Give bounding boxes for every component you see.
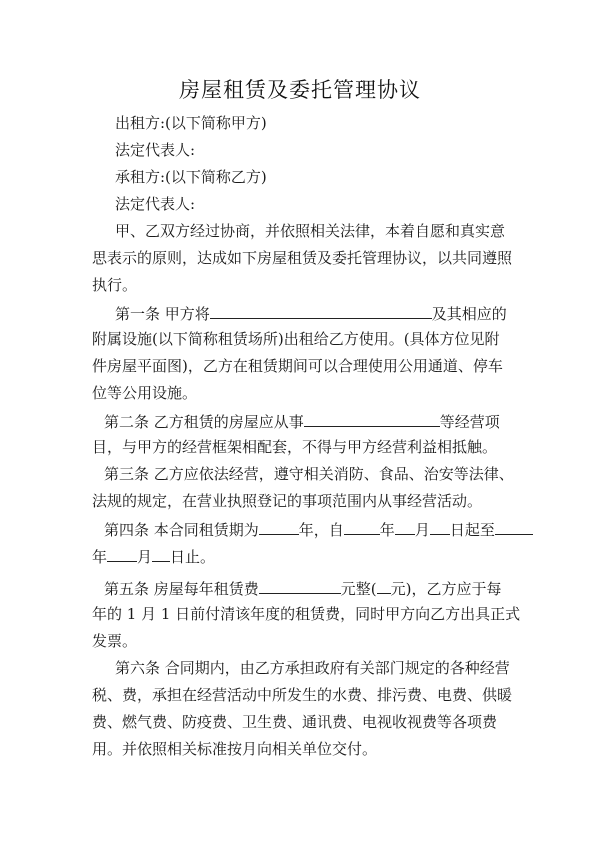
article-2-line-2: 目，与甲方的经营框架相配套，不得与甲方经营利益相抵触。 xyxy=(92,438,498,456)
article-6-line-1: 第六条 合同期内，由乙方承担政府有关部门规定的各种经营 xyxy=(115,659,510,677)
article-5-line-3: 发票。 xyxy=(92,632,138,650)
document-title: 房屋租赁及委托管理协议 xyxy=(179,78,421,102)
article-3-line-1: 第三条 乙方应依法经营，遵守相关消防、食品、治安等法律、 xyxy=(104,465,514,483)
preamble-line-1: 甲、乙双方经过协商，并依照相关法律，本着自愿和真实意 xyxy=(115,222,506,240)
article-4-text-e: 日起至 xyxy=(449,521,495,539)
business-scope-blank xyxy=(304,410,440,427)
article-1-line-4: 位等公用设施。 xyxy=(92,384,198,402)
end-month-blank xyxy=(107,545,137,562)
article-1-line-3: 件房屋平面图)，乙方在租赁期间可以合理使用公用通道、停车 xyxy=(92,357,503,375)
article-5-line-1 xyxy=(104,577,502,599)
preamble-line-3: 执行。 xyxy=(92,276,138,294)
article-4-text-b: 年，自 xyxy=(298,521,344,539)
article-6-line-3: 费、燃气费、防疫费、卫生费、通讯费、电视收视费等各项费 xyxy=(92,713,498,731)
article-1-text-a: 第一条 甲方将 xyxy=(115,305,210,323)
article-4-text-g: 月 xyxy=(137,548,153,566)
article-4-text-h: 日止。 xyxy=(170,548,216,566)
annual-rent-blank xyxy=(259,577,341,594)
article-1-text-b: 及其相应的 xyxy=(431,305,507,323)
end-year-blank xyxy=(495,518,533,535)
start-day-blank xyxy=(430,518,450,535)
article-6-line-2: 税、费，承担在经营活动中所发生的水费、排污费、电费、供暖 xyxy=(92,686,513,704)
article-5-line-2: 年的 1 月 1 日前付清该年度的租赁费，同时甲方向乙方出具正式 xyxy=(92,605,521,623)
article-4-text-a: 第四条 本合同租赁期为 xyxy=(104,521,259,539)
article-2-text-b: 等经营项 xyxy=(439,413,500,431)
lessee-representative-line: 法定代表人: xyxy=(115,195,196,213)
article-2-text-a: 第二条 乙方租赁的房屋应从事 xyxy=(104,413,304,431)
article-5-text-a: 第五条 房屋每年租赁费 xyxy=(104,580,259,598)
end-day-blank xyxy=(152,545,170,562)
start-month-blank xyxy=(395,518,415,535)
article-4-text-c: 年 xyxy=(379,521,395,539)
start-year-blank xyxy=(344,518,380,535)
premises-blank xyxy=(210,302,432,319)
article-4-text-f: 年 xyxy=(92,548,108,566)
article-1-line-1 xyxy=(115,302,507,324)
article-5-text-b: 元整( xyxy=(340,580,377,598)
article-5-text-c: 元)，乙方应于每 xyxy=(390,580,502,598)
lessee-line: 承租方:(以下简称乙方) xyxy=(115,168,267,186)
article-1-line-2: 附属设施(以下简称租赁场所)出租给乙方使用。(具体方位见附 xyxy=(92,330,500,348)
article-4-line-2 xyxy=(92,545,215,567)
article-6-line-4: 用。并依照相关标准按月向相关单位交付。 xyxy=(92,740,378,758)
article-2-line-1 xyxy=(104,410,500,432)
article-4-text-d: 月 xyxy=(414,521,430,539)
lessor-representative-line: 法定代表人: xyxy=(115,141,196,159)
rent-figures-blank xyxy=(377,577,391,594)
preamble-line-2: 思表示的原则，达成如下房屋租赁及委托管理协议，以共同遵照 xyxy=(92,249,513,267)
article-4-line-1 xyxy=(104,518,533,540)
term-years-blank xyxy=(259,518,299,535)
article-3-line-2: 法规的规定，在营业执照登记的事项范围内从事经营活动。 xyxy=(92,492,483,510)
lessor-line: 出租方:(以下简称甲方) xyxy=(115,114,267,132)
